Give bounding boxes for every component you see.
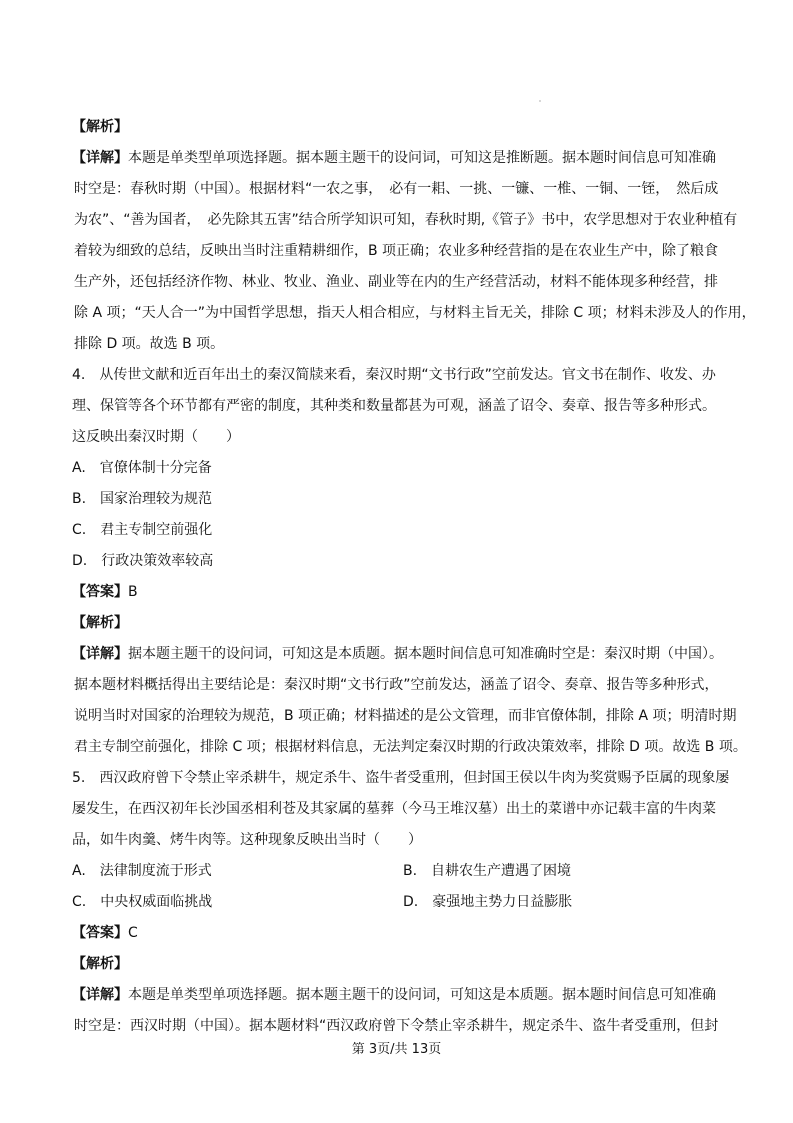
analysis-heading [72,949,762,980]
detail-line: 生产外，还包括经济作物、林业、牧业、渔业、副业等在内的生产经营活动，材料不能体现多种经营，排 [74,274,718,290]
analysis-tag: 【解析】 [72,956,128,972]
question-4-stem: 4. 从传世文献和近百年出土的秦汉简牍来看，秦汉时期“文书行政”空前发达。官文书在制作、收发、办 [72,367,716,383]
question-5-options-row [72,856,762,887]
analysis-heading [72,608,762,639]
detail-text: 本题是单类型单项选择题。据本题主题干的设问词，可知这是推断题。据本题时间信息可知准确 [128,150,716,166]
question-5-answer [72,918,762,949]
question-4-option-d: D. 行政决策效率较高 [72,553,214,569]
analysis-tag: 【解析】 [72,615,128,631]
detail-line [72,639,762,670]
answer-tag: 【答案】 [72,584,128,600]
detail-line: 君主专制空前强化，排除 C 项；根据材料信息，无法判定秦汉时期的行政决策效率，排除 D 项。故选 B 项。 [74,739,747,755]
detail-line: 说明当时对国家的治理较为规范，B 项正确；材料描述的是公文管理，而非官僚体制，排除 A 项；明清时期 [74,708,737,724]
question-5-option-a: A. 法律制度流于形式 [72,863,212,879]
detail-line: 为农”、“善为国者， 必先除其五害”结合所学知识可知，春秋时期,《管子》书中，农学思想对于农业种植有 [74,212,738,228]
question-4-option-a: A. 官僚体制十分完备 [72,460,212,476]
answer-value: C [128,925,138,941]
question-5-options-row [72,887,762,918]
detail-line: 据本题材料概括得出主要结论是：秦汉时期“文书行政”空前发达，涵盖了诏令、奏章、报告等多种形式， [74,677,719,693]
answer-tag: 【答案】 [72,925,128,941]
page-number: 第 3页/共 13页 [351,1042,442,1057]
analysis-heading [72,112,762,143]
question-4-answer [72,577,762,608]
question-5-option-c: C. 中央权威面临挑战 [72,894,213,910]
page-content [72,112,762,1042]
detail-line: 时空是：西汉时期（中国）。据本题材料“西汉政府曾下令禁止宰杀耕牛，规定杀牛、盗牛者受重刑，但封 [74,1018,719,1034]
detail-tag: 【详解】 [72,987,128,1003]
question-4-stem: 这反映出秦汉时期（ ） [72,429,240,445]
detail-tag: 【详解】 [72,150,128,166]
answer-value: B [128,584,138,600]
question-5-option-b: B. 自耕农生产遭遇了困境 [403,863,572,879]
analysis-tag: 【解析】 [72,119,128,135]
question-5-stem: 5. 西汉政府曾下令禁止宰杀耕牛，规定杀牛、盗牛者受重刑，但封国王侯以牛肉为奖赏赐予臣属的现象屡 [72,770,730,786]
question-4-stem: 理、保管等各个环节都有严密的制度，其种类和数量都甚为可观，涵盖了诏令、奏章、报告等多种形式。 [72,398,716,414]
question-5-stem: 屡发生，在西汉初年长沙国丞相利苍及其家属的墓葬（今马王堆汉墓）出土的菜谱中亦记载丰富的牛肉菜 [72,801,716,817]
detail-line [72,980,762,1011]
question-5-stem: 品，如牛肉羹、烤牛肉等。这种现象反映出当时（ ） [72,832,422,848]
question-5-option-d: D. 豪强地主势力日益膨胀 [403,894,573,910]
detail-line: 着较为细致的总结，反映出当时注重精耕细作，B 项正确；农业多种经营指的是在农业生产中，除了粮食 [74,243,719,259]
detail-line [72,143,762,174]
question-4-option-b: B. 国家治理较为规范 [72,491,213,507]
detail-line: 时空是：春秋时期（中国）。根据材料“一农之事， 必有一耜、一挑、一镰、一椎、一铜、一铚， 然后成 [74,181,719,197]
detail-line: 排除 D 项。故选 B 项。 [74,336,225,352]
question-4-option-c: C. 君主专制空前强化 [72,522,213,538]
detail-text: 本题是单类型单项选择题。据本题主题干的设问词，可知这是本质题。据本题时间信息可知准确 [128,987,716,1003]
scan-speck [539,100,541,102]
detail-text: 据本题主题干的设问词，可知这是本质题。据本题时间信息可知准确时空是：秦汉时期（中国）。 [128,646,723,662]
detail-line: 除 A 项；“天人合一”为中国哲学思想，指天人相合相应，与材料主旨无关，排除 C 项；材料未涉及人的作用， [74,305,756,321]
detail-tag: 【详解】 [72,646,128,662]
